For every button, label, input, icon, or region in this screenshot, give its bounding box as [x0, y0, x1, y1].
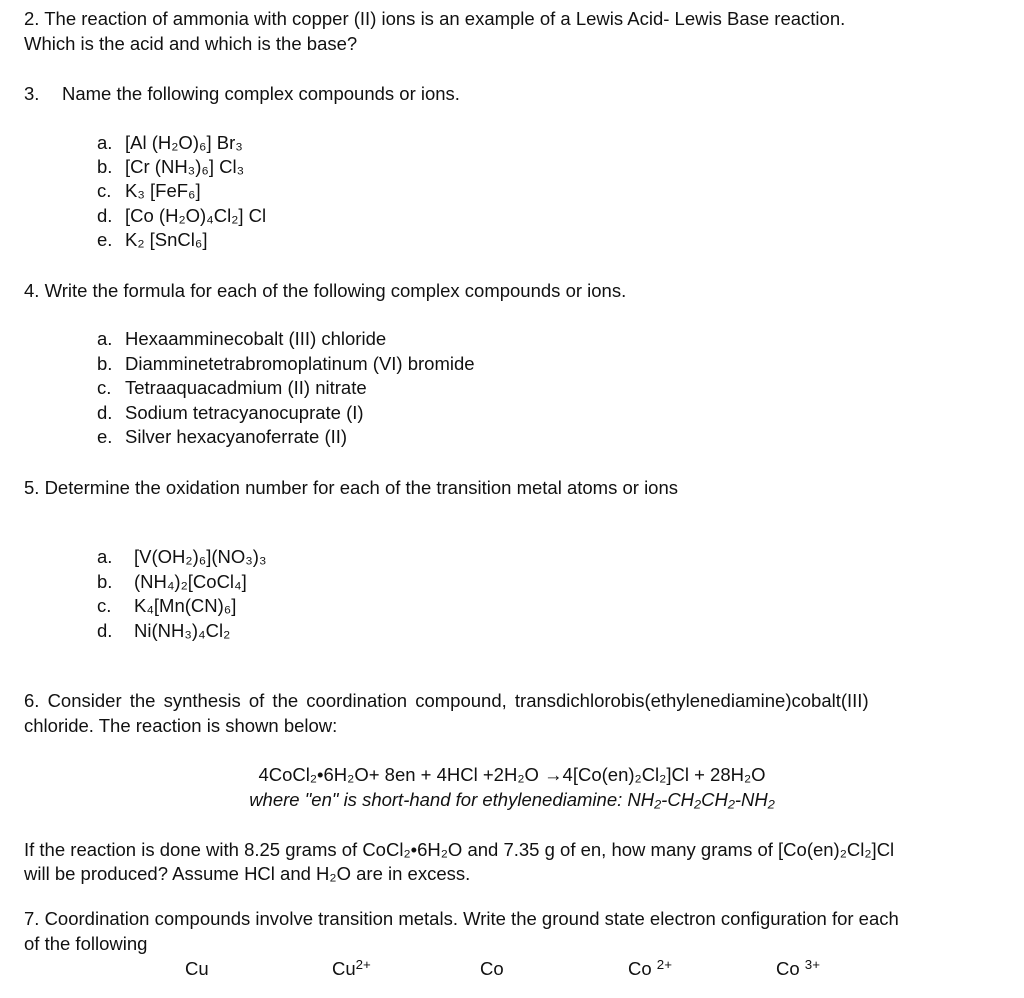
q6-question-line-1: If the reaction is done with 8.25 grams of CoCl₂•6H₂O and 7.35 g of en, how many grams of [Co(en)₂Cl₂]Cl	[24, 839, 895, 860]
q7-species-cu	[185, 960, 209, 979]
q7-species-cu2-base: Cu	[332, 958, 356, 979]
q6-line-2: chloride. The reaction is shown below:	[24, 715, 338, 736]
q5-item-c	[97, 597, 236, 616]
q7-species-co3-base: Co	[776, 958, 805, 979]
q6-line-1: 6. Consider the synthesis of the coordination compound, transdichlorobis(ethylenediamine)cobalt(III)	[24, 690, 869, 711]
q7-species-cu-base: Cu	[185, 958, 209, 979]
q7-species-co-base: Co	[480, 958, 504, 979]
q4-item-b-text: Diamminetetrabromoplatinum (VI) bromide	[125, 353, 475, 374]
q4-item-a-text: Hexaamminecobalt (III) chloride	[125, 328, 387, 349]
q3-item-b	[97, 158, 244, 177]
q5-item-a	[97, 548, 266, 567]
q3-item-e	[97, 231, 208, 250]
q3-item-a-label: a.	[97, 132, 113, 153]
q3-item-b-label: b.	[97, 156, 113, 177]
q3-item-a	[97, 134, 243, 153]
q7-species-cu2-charge: 2+	[355, 957, 371, 973]
q5-item-a-label: a.	[97, 546, 113, 567]
q3-item-c-label: c.	[97, 180, 112, 201]
q4-item-b	[97, 355, 475, 374]
q4-item-a	[97, 330, 386, 349]
q4-item-e-text: Silver hexacyanoferrate (II)	[125, 426, 348, 447]
q7-species-co	[480, 960, 504, 979]
q6-equation: 4CoCl₂•6H₂O+ 8en + 4HCl +2H₂O →4[Co(en)₂Cl₂]Cl + 28H₂O	[258, 764, 766, 785]
q2-line-1: 2. The reaction of ammonia with copper (II) ions is an example of a Lewis Acid- Lewis Base reaction.	[24, 8, 846, 29]
q3-item-a-text: [Al (H₂O)₆] Br₃	[125, 132, 243, 153]
q3-item-d	[97, 207, 266, 226]
q7-species-co2-base: Co	[628, 958, 657, 979]
q5-item-d-label: d.	[97, 620, 113, 641]
q4-item-a-label: a.	[97, 328, 113, 349]
q7-species-co3	[776, 957, 820, 979]
q4-item-c-text: Tetraaquacadmium (II) nitrate	[125, 377, 367, 398]
q5-item-d-text: Ni(NH₃)₄Cl₂	[134, 620, 231, 641]
q4-item-e	[97, 428, 347, 447]
q4-prompt: 4. Write the formula for each of the following complex compounds or ions.	[24, 280, 627, 301]
q7-species-cu2	[332, 957, 371, 979]
q4-item-d-text: Sodium tetracyanocuprate (I)	[125, 402, 364, 423]
q7-line-2: of the following	[24, 933, 148, 954]
q7-line-1: 7. Coordination compounds involve transition metals. Write the ground state electron configuration for each	[24, 908, 899, 929]
q7-species-co3-charge: 3+	[804, 957, 820, 973]
q3-number: 3.	[24, 83, 40, 104]
q3-item-d-text: [Co (H₂O)₄Cl₂] Cl	[125, 205, 267, 226]
q4-item-b-label: b.	[97, 353, 113, 374]
q5-item-d	[97, 622, 230, 641]
q7-species-co2-charge: 2+	[656, 957, 672, 973]
q5-item-c-text: K₄[Mn(CN)₆]	[134, 595, 237, 616]
q3-item-c-text: K₃ [FeF₆]	[125, 180, 201, 201]
q3-item-b-text: [Cr (NH₃)₆] Cl₃	[125, 156, 245, 177]
q5-item-a-text: [V(OH₂)₆](NO₃)₃	[134, 546, 267, 567]
q2-line-2: Which is the acid and which is the base?	[24, 33, 358, 54]
q6-note: where "en" is short-hand for ethylenediamine: NH₂-CH₂CH₂-NH₂	[249, 789, 775, 810]
q5-item-b-label: b.	[97, 571, 113, 592]
q3-item-e-text: K₂ [SnCl₆]	[125, 229, 208, 250]
q5-item-b	[97, 573, 247, 592]
q4-item-d-label: d.	[97, 402, 113, 423]
q7-species-co2	[628, 957, 672, 979]
q5-item-c-label: c.	[97, 595, 112, 616]
q4-item-c-label: c.	[97, 377, 112, 398]
q4-item-e-label: e.	[97, 426, 113, 447]
q5-prompt: 5. Determine the oxidation number for each of the transition metal atoms or ions	[24, 477, 679, 498]
q6-question-line-2: will be produced? Assume HCl and H₂O are in excess.	[24, 863, 471, 884]
q5-item-b-text: (NH₄)₂[CoCl₄]	[134, 571, 247, 592]
q4-item-c	[97, 379, 367, 398]
q3-prompt: Name the following complex compounds or ions.	[62, 83, 460, 104]
q4-item-d	[97, 404, 364, 423]
q3-item-e-label: e.	[97, 229, 113, 250]
q3-item-c	[97, 182, 201, 201]
q3-item-d-label: d.	[97, 205, 113, 226]
